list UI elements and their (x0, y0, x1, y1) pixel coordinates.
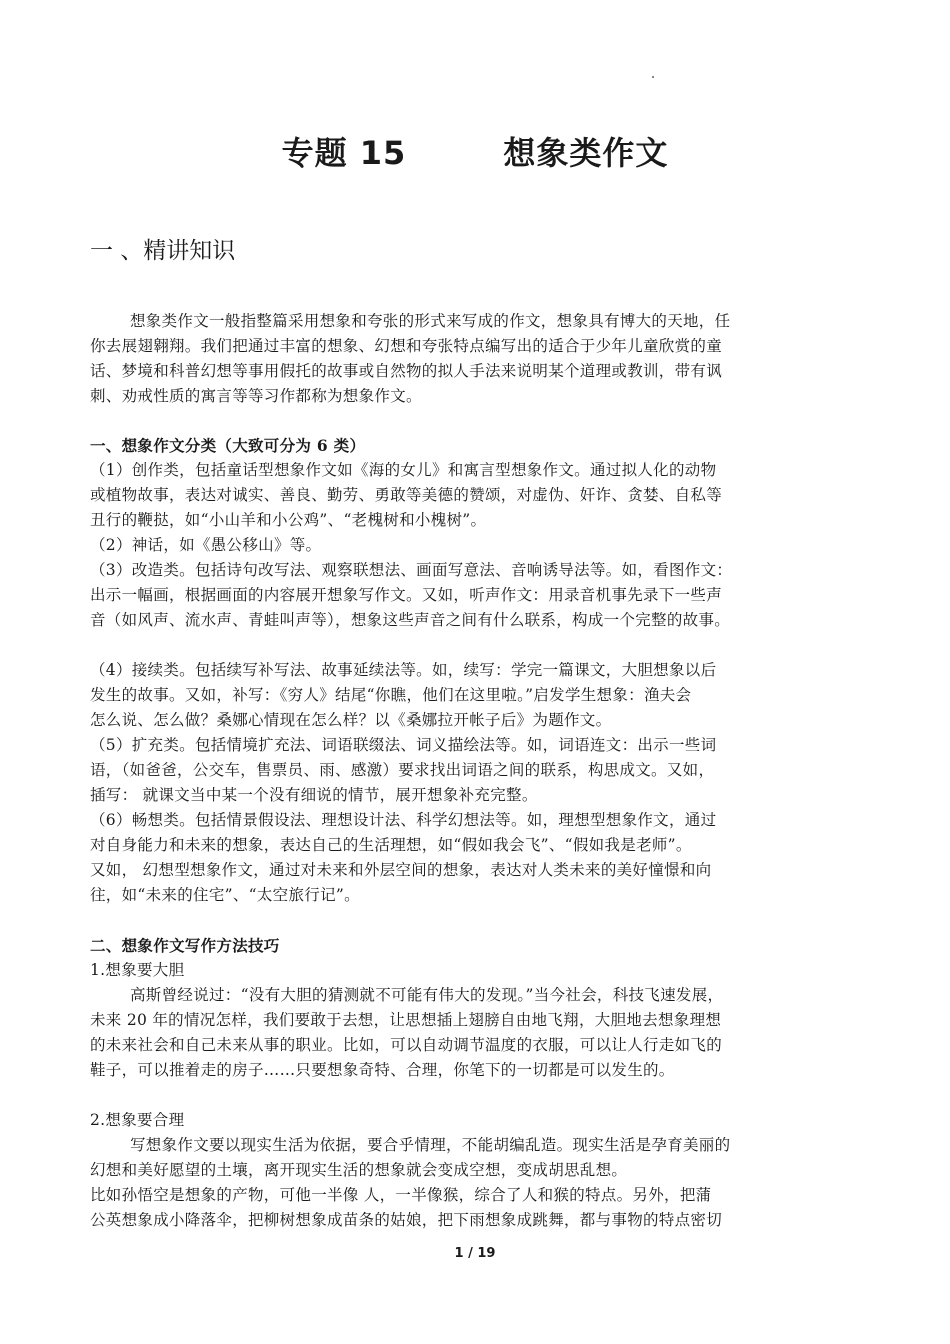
intro-line: 话、梦境和科普幻想等事用假托的故事或自然物的拟人手法来说明某个道理或教训，带有讽 (90, 362, 723, 380)
part1-line: 发生的故事。又如，补写：《穷人》结尾“你瞧，他们在这里啦。”启发学生想象：渔夫会 (90, 686, 692, 704)
part1-line: 或植物故事，表达对诚实、善良、勤劳、勇敢等美德的赞颂，对虚伪、奸诈、贪婪、自私等 (90, 486, 723, 504)
tip1-line: 高斯曾经说过：“没有大胆的猜测就不可能有伟大的发现。”当今社会，科技飞速发展， (130, 986, 724, 1004)
part1-line: 插写： 就课文当中某一个没有细说的情节，展开想象补充完整。 (90, 786, 538, 804)
part1-line: （5）扩充类。包括情境扩充法、词语联缀法、词义描绘法等。如，词语连文：出示一些词 (90, 736, 717, 754)
part1-section (90, 433, 870, 908)
tip2-title: 2.想象要合理 (90, 1111, 185, 1129)
tip1-line: 鞋子，可以推着走的房子……只要想象奇特、合理，你笔下的一切都是可以发生的。 (90, 1061, 675, 1079)
part1-line: （4）接续类。包括续写补写法、故事延续法等。如，续写：学完一篇课文，大胆想象以后 (90, 661, 717, 679)
part1-heading: 一、想象作文分类（大致可分为 6 类） (90, 436, 366, 455)
tip2-line: 比如孙悟空是想象的产物，可他一半像 人，一半像猴，综合了人和猴的特点。另外，把蒲 (90, 1186, 712, 1204)
tip1-line: 未来 20 年的情况怎样，我们要敢于去想，让思想插上翅膀自由地飞翔，大胆地去想象理想 (90, 1011, 722, 1029)
page-number: 1 / 19 (454, 1246, 496, 1261)
part2-heading: 二、想象作文写作方法技巧 (90, 936, 280, 955)
part1-line: （2）神话，如《愚公移山》等。 (90, 536, 322, 554)
intro-line: 刺、劝戒性质的寓言等等习作都称为想象作文。 (90, 387, 422, 405)
tip1-line: 的未来社会和自己未来从事的职业。比如，可以自动调节温度的衣服，可以让人行走如飞的 (90, 1036, 723, 1054)
tip2-line: 幻想和美好愿望的土壤，离开现实生活的想象就会变成空想，变成胡思乱想。 (90, 1161, 628, 1179)
tip1-title: 1.想象要大胆 (90, 961, 185, 979)
part1-line: 出示一幅画，根据画面的内容展开想象写作文。又如，听声作文：用录音机事先录下一些声 (90, 586, 723, 604)
part1-line: 丑行的鞭挞，如“小山羊和小公鸡”、“老槐树和小槐树”。 (90, 511, 487, 529)
part1-line: （3）改造类。包括诗句改写法、观察联想法、画面写意法、音响诱导法等。如，看图作文： (90, 561, 733, 579)
part1-line: （6）畅想类。包括情景假设法、理想设计法、科学幻想法等。如，理想型想象作文，通过 (90, 811, 717, 829)
tip2-line: 公英想象成小降落伞，把柳树想象成苗条的姑娘，把下雨想象成跳舞，都与事物的特点密切 (90, 1211, 723, 1229)
part1-line: 往，如“未来的住宅”、“太空旅行记”。 (90, 886, 360, 904)
intro-paragraph (90, 309, 870, 409)
part1-line: 怎么说、怎么做？桑娜心情现在怎么样？以《桑娜拉开帐子后》为题作文。 (90, 711, 612, 729)
tip2-line: 写想象作文要以现实生活为依据，要合乎情理，不能胡编乱造。现实生活是孕育美丽的 (130, 1136, 731, 1154)
part1-line: （1）创作类，包括童话型想象作文如《海的女儿》和寓言型想象作文。通过拟人化的动物 (90, 461, 717, 479)
part1-line: 语，（如爸爸，公交车，售票员、雨、感激）要求找出词语之间的联系，构思成文。又如， (90, 761, 715, 779)
page-title: 专题 15 想象类作文 (281, 134, 669, 172)
part1-line: 又如， 幻想型想象作文，通过对未来和外层空间的想象，表达对人类未来的美好憧憬和向 (90, 861, 712, 879)
spacer (90, 633, 870, 658)
part1-line: 对自身能力和未来的想象，表达自己的生活理想，如“假如我会飞”、“假如我是老师”。 (90, 836, 692, 854)
intro-line: 你去展翅翱翔。我们把通过丰富的想象、幻想和夸张特点编写出的适合于少年儿童欣赏的童 (90, 337, 723, 355)
spacer (90, 1083, 870, 1108)
part2-section (90, 933, 870, 1233)
scan-mark (652, 76, 654, 78)
part1-line: 音（如风声、流水声、青蛙叫声等），想象这些声音之间有什么联系，构成一个完整的故事。 (90, 611, 731, 629)
section-heading: 一 、精讲知识 (90, 238, 236, 264)
intro-line: 想象类作文一般指整篇采用想象和夸张的形式来写成的作文，想象具有博大的天地，任 (130, 312, 731, 330)
